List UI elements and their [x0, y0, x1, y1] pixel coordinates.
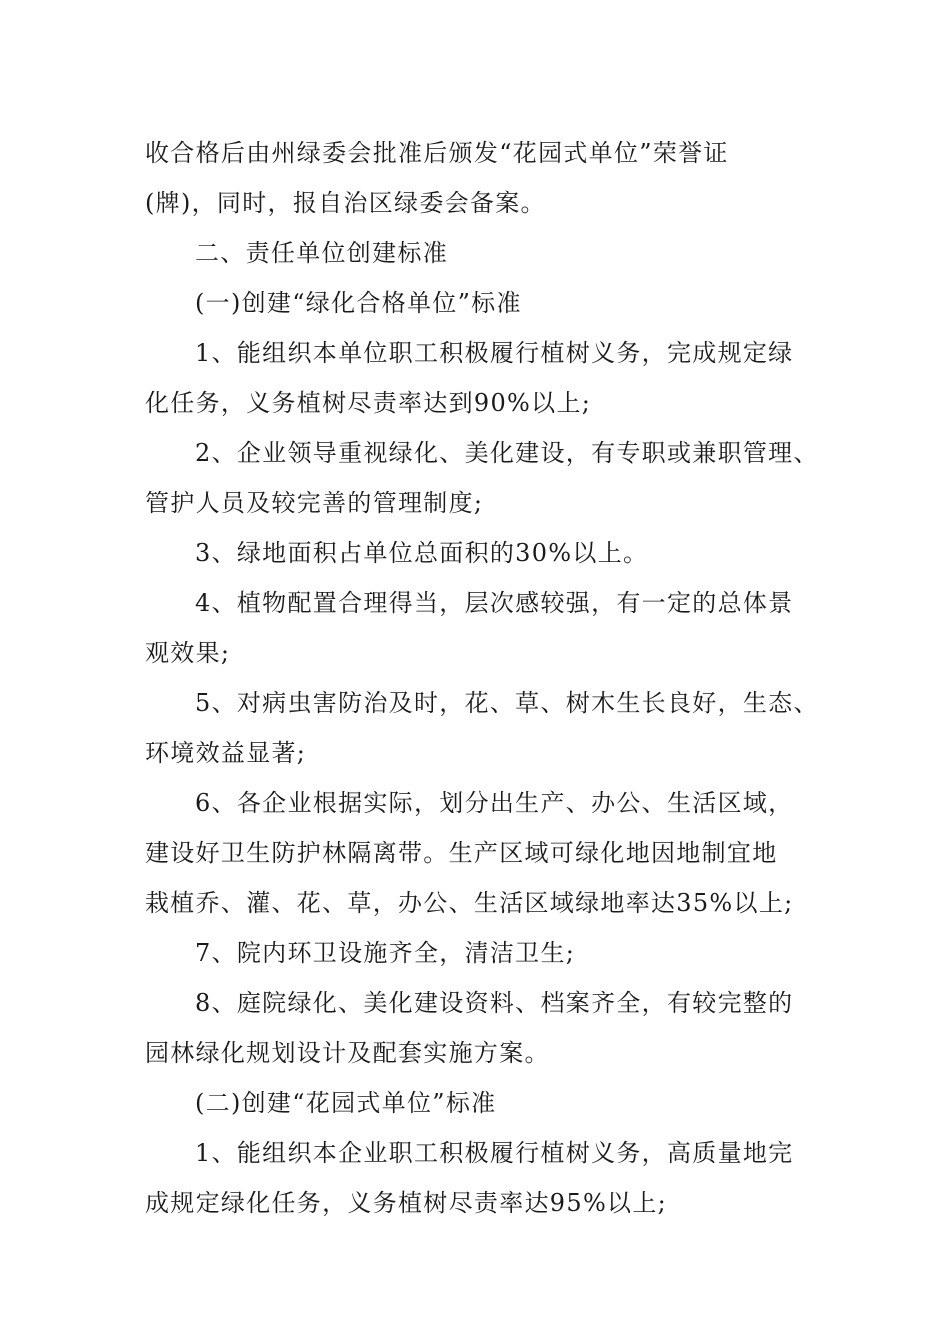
body-text-line: 管护人员及较完善的管理制度; — [145, 489, 484, 517]
body-text-line: 建设好卫生防护林隔离带。生产区域可绿化地因地制宜地 — [145, 839, 778, 867]
body-text-line: 环境效益显著; — [145, 739, 307, 767]
list-item-text: 2、企业领导重视绿化、美化建设，有专职或兼职管理、 — [195, 439, 819, 467]
body-text-line: 化任务，义务植树尽责率达到90%以上; — [145, 389, 592, 417]
list-item-text: 7、院内环卫设施齐全，清洁卫生; — [195, 939, 576, 967]
list-item-text: 8、庭院绿化、美化建设资料、档案齐全，有较完整的 — [195, 989, 794, 1017]
section-heading: 二、责任单位创建标准 — [195, 239, 448, 267]
list-item-text: 3、绿地面积占单位总面积的30%以上。 — [195, 539, 649, 567]
body-text-line: (牌)，同时，报自治区绿委会备案。 — [145, 189, 546, 217]
body-text-line: 园林绿化规划设计及配套实施方案。 — [145, 1039, 550, 1067]
list-item-text: 1、能组织本企业职工积极履行植树义务，高质量地完 — [195, 1139, 794, 1167]
subsection-heading: (一)创建“绿化合格单位”标准 — [195, 289, 522, 317]
body-text-line: 收合格后由州绿委会批准后颁发“花园式单位”荣誉证 — [145, 139, 729, 167]
body-text-line: 观效果; — [145, 639, 231, 667]
list-item-text: 6、各企业根据实际，划分出生产、办公、生活区域， — [195, 789, 794, 817]
list-item-text: 4、植物配置合理得当，层次感较强，有一定的总体景 — [195, 589, 794, 617]
body-text-line: 栽植乔、灌、花、草，办公、生活区域绿地率达35%以上; — [145, 889, 794, 917]
list-item-text: 1、能组织本单位职工积极履行植树义务，完成规定绿 — [195, 339, 794, 367]
body-text-line: 成规定绿化任务，义务植树尽责率达95%以上; — [145, 1189, 668, 1217]
subsection-heading: (二)创建“花园式单位”标准 — [195, 1089, 497, 1117]
list-item-text: 5、对病虫害防治及时，花、草、树木生长良好，生态、 — [195, 689, 819, 717]
